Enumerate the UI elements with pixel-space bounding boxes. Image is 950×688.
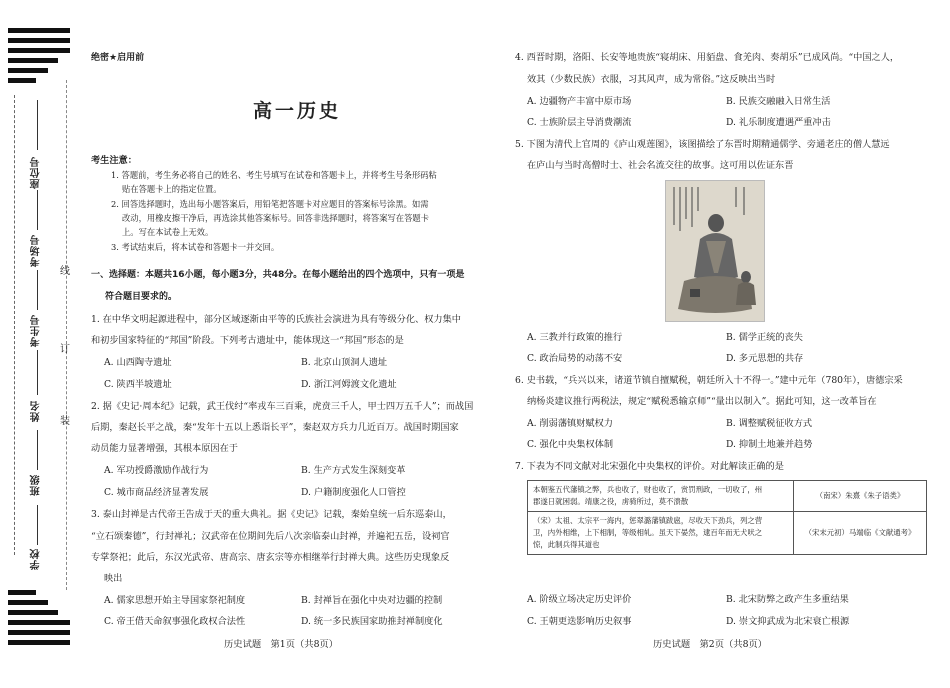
option-c[interactable]: C. 帝王借天命叙事强化政权合法性 xyxy=(104,616,246,627)
option-c[interactable]: C. 王朝更迭影响历史叙事 xyxy=(527,616,632,627)
section-heading-cont: 符合题目要求的。 xyxy=(105,292,178,302)
question-text: 2. 据《史记·周本纪》记载，武王伐纣“率戎车三百乘，虎贲三千人，甲士四万五千人”；而战国 xyxy=(91,401,474,412)
question-text: 专掌祭祀；此后，东汉光武帝、唐高宗、唐玄宗等亦相继举行封禅大典。这些历史现象反 xyxy=(91,552,450,563)
option-a[interactable]: A. 边疆物产丰富中原市场 xyxy=(527,96,632,107)
option-b[interactable]: B. 生产方式发生深刻变革 xyxy=(301,465,406,476)
option-b[interactable]: B. 封禅旨在强化中央对边疆的控制 xyxy=(301,595,443,606)
option-c[interactable]: C. 士族阶层主导消费潮流 xyxy=(527,117,632,128)
evaluation-table xyxy=(527,480,927,555)
binding-mark-bind: 装 xyxy=(60,416,70,427)
question-text: 效其（少数民族）衣服，习其风声，成为常俗。”这反映出当时 xyxy=(527,74,776,85)
notice-item: 改动，用橡皮擦干净后，再选涂其他答案标号。回答非选择题时，将答案写在答题卡 xyxy=(122,213,429,223)
binding-mark-line: 线 xyxy=(60,266,70,277)
option-d[interactable]: D. 多元思想的共存 xyxy=(726,353,804,364)
exam-room-label: 考场号 xyxy=(31,234,42,267)
option-a[interactable]: A. 削弱藩镇财赋权力 xyxy=(527,418,613,429)
painting-caption xyxy=(666,181,671,197)
option-d[interactable]: D. 户籍制度强化人口管控 xyxy=(301,487,406,498)
option-d[interactable]: D. 崇文抑武成为北宋衰亡根源 xyxy=(726,616,850,627)
table-cell-source: （宋末元初）马端临《文献通考》 xyxy=(794,512,927,555)
school-label: 学校 xyxy=(31,548,42,570)
question-text: 动员能力显著增强，其根本原因在于 xyxy=(91,443,238,454)
confidential-mark: 绝密★启用前 xyxy=(91,53,145,63)
cell-line: 本朝鉴五代藩镇之弊，兵也收了，财也收了，赏罚刑政，一切收了，州 xyxy=(533,485,763,494)
section-heading: 一、选择题：本题共16小题，每小题3分，共48分。在每小题给出的四个选项中，只有一项是 xyxy=(91,270,465,280)
option-d[interactable]: D. 浙江河姆渡文化遗址 xyxy=(301,379,397,390)
question-text: 纳杨炎建议推行两税法，规定“赋税悉输京师”“量出以制入”。据此可知，这一改革旨在 xyxy=(527,396,877,407)
class-label: 班级 xyxy=(31,474,42,496)
option-d[interactable]: D. 统一多民族国家助推封禅制度化 xyxy=(301,616,443,627)
binding-line xyxy=(66,80,67,590)
cell-line: 惊，此制兵得其道也 xyxy=(533,540,600,549)
table-cell-source: （南宋）朱熹《朱子语类》 xyxy=(794,481,927,512)
option-b[interactable]: B. 北宋防弊之政产生多重结果 xyxy=(726,594,849,605)
option-a[interactable]: A. 山西陶寺遗址 xyxy=(104,357,172,368)
notice-heading: 考生注意： xyxy=(91,155,137,166)
question-text: 和初步国家特征的“邦国”阶段。下列考古遗址中，能体现这一“邦国”形态的是 xyxy=(91,335,404,346)
option-d[interactable]: D. 抑制土地兼并趋势 xyxy=(726,439,813,450)
page-footer-right: 历史试题 第2页（共8页） xyxy=(653,639,768,650)
option-c[interactable]: C. 强化中央集权体制 xyxy=(527,439,614,450)
cell-line: （宋）太祖、太宗平一海内，惩翠潞藩镇跋扈，尽收天下劲兵，列之营 xyxy=(533,516,763,525)
option-a[interactable]: A. 三教并行政策的推行 xyxy=(527,332,623,343)
cell-line: 卫，内外相维，上下相制，等级相轧。虽天下晏然，逮百年而无犬吠之 xyxy=(533,528,763,537)
table-cell-text xyxy=(528,481,794,512)
question-text: 7. 下表为不同文献对北宋强化中央集权的评价。对此解读正确的是 xyxy=(515,461,784,472)
table-row xyxy=(528,512,927,555)
option-a[interactable]: A. 儒家思想开始主导国家祭祀制度 xyxy=(104,595,246,606)
notice-item: 上。写在本试卷上无效。 xyxy=(122,227,214,237)
question-text: 1. 在中华文明起源进程中，部分区域逐渐由平等的氏族社会演进为具有等级分化、权力集中 xyxy=(91,314,461,325)
option-b[interactable]: B. 民族交融融入日常生活 xyxy=(726,96,831,107)
option-d[interactable]: D. 礼乐制度遭遇严重冲击 xyxy=(726,117,831,128)
student-id-label: 考生号 xyxy=(31,314,42,347)
question-text: 映出 xyxy=(104,573,123,584)
option-a[interactable]: A. 阶级立场决定历史评价 xyxy=(527,594,632,605)
name-label: 姓名 xyxy=(31,400,42,422)
page-footer-left: 历史试题 第1页（共8页） xyxy=(224,639,339,650)
table-cell-text xyxy=(528,512,794,555)
cell-line: 郡遂日就困弱。靖康之役，虏骑所过，莫不溃散 xyxy=(533,497,689,506)
notice-item: 3. 考试结束后，将本试卷和答题卡一并交回。 xyxy=(111,242,280,252)
question-text: 在庐山与当时高僧时士、社会名流交往的故事。这可用以佐证东晋 xyxy=(527,160,794,171)
option-c[interactable]: C. 陕西半坡遗址 xyxy=(104,379,172,390)
option-a[interactable]: A. 军功授爵激励作战行为 xyxy=(104,465,209,476)
option-b[interactable]: B. 调整赋税征收方式 xyxy=(726,418,813,429)
question-text: 4. 西晋时期，洛阳、长安等地贵族“寝胡床、用貊盘、食羌肉、奏胡乐”已成风尚。“中国之人， xyxy=(515,52,900,63)
question-text: 3. 泰山封禅是古代帝王告成于天的重大典礼。据《史记》记载，秦始皇统一后东巡泰山， xyxy=(91,509,452,520)
painting-image xyxy=(665,180,765,322)
page-title: 高一历史 xyxy=(253,100,342,122)
notice-item: 2. 回答选择题时，选出每小题答案后，用铅笔把答题卡对应题目的答案标号涂黑。如需 xyxy=(111,199,429,209)
option-c[interactable]: C. 政治局势的动荡不安 xyxy=(527,353,623,364)
option-c[interactable]: C. 城市商品经济显著发展 xyxy=(104,487,209,498)
seat-number-label: 座位号 xyxy=(31,156,42,189)
question-text: 5. 下图为清代上官周的《庐山观莲图》，该图描绘了东晋时期精通儒学、旁通老庄的僧人慧远 xyxy=(515,139,890,150)
option-b[interactable]: B. 北京山顶洞人遗址 xyxy=(301,357,388,368)
question-text: “立石颂秦德”，行封禅礼；汉武帝在位期间先后八次亲临泰山封禅，并遍祀五岳，设祠官 xyxy=(91,531,450,542)
binding-mark-staple: 订 xyxy=(60,344,70,355)
option-b[interactable]: B. 儒学正统的丧失 xyxy=(726,332,803,343)
painting-illustration xyxy=(666,181,764,321)
question-text: 后期，秦赵长平之战，秦“发年十五以上悉诣长平”，秦赵双方兵力几近百万。战国时期国家 xyxy=(91,422,459,433)
table-row xyxy=(528,481,927,512)
cut-line xyxy=(14,95,15,555)
notice-item: 贴在答题卡上的指定位置。 xyxy=(122,184,222,194)
question-text: 6. 史书载，“兵兴以来，诸道节镇自擅赋税，朝廷所入十不得一。”建中元年（780年），唐德宗采 xyxy=(515,375,903,386)
notice-item: 1. 答题前，考生务必将自己的姓名、考生号填写在试卷和答题卡上，并将考生号条形码粘 xyxy=(111,170,437,180)
